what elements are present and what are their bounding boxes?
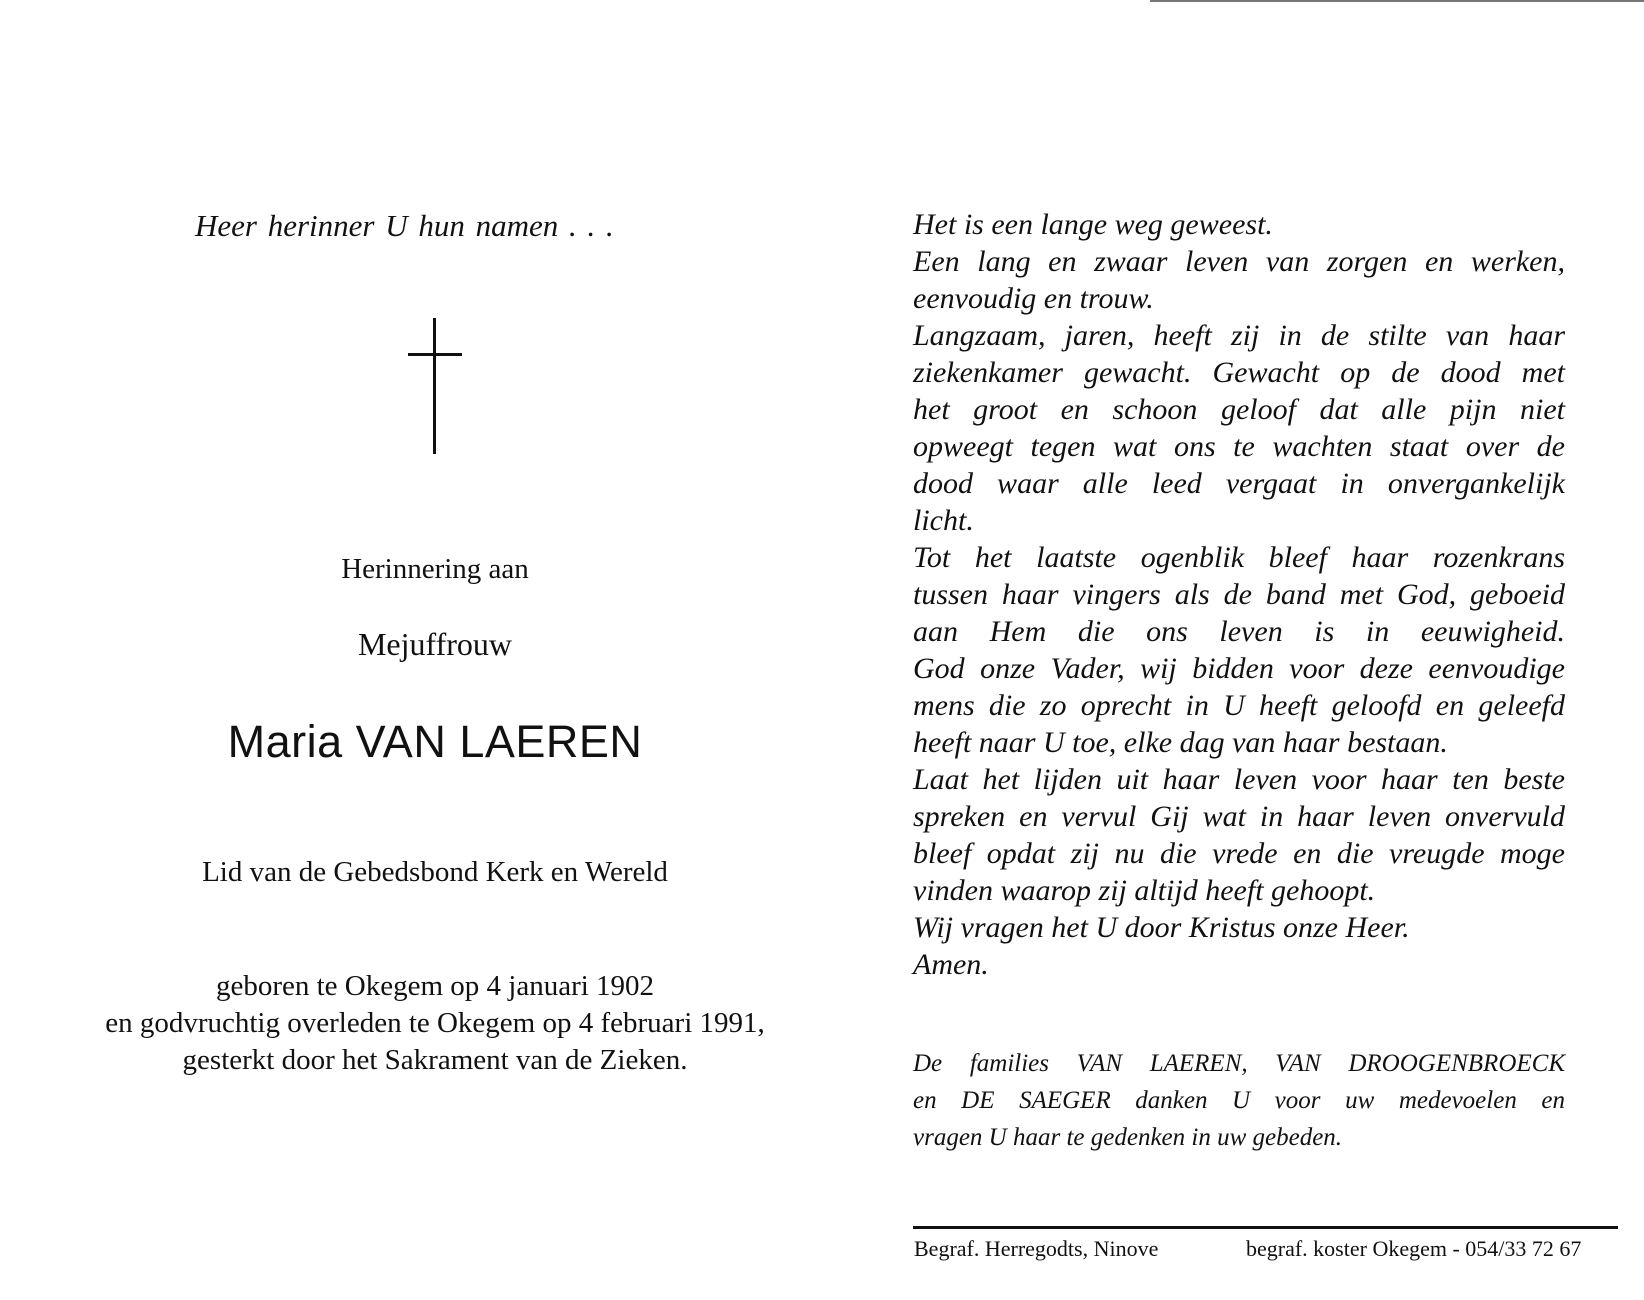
prayer-line: vinden waarop zij altijd heeft gehoopt. [913,874,1376,907]
remembrance-heading: Herinnering aan [341,553,529,585]
prayer-line: Het is een lange weg geweest. [913,208,1273,241]
prayer-line: Wij vragen het U door Kristus onze Heer. [913,911,1410,944]
sacrament-line: gesterkt door het Sakrament van de Zieken. [182,1044,688,1076]
prayer-text [913,206,1565,983]
prayer-line: heeft naar U toe, elke dag van haar bestaan. [913,726,1448,759]
prayer-line: licht. [913,504,974,537]
footer-rule [913,1226,1618,1229]
prayer-line: Een lang en zwaar leven van zorgen en werken, [913,245,1565,278]
prayer-line: Langzaam, jaren, heeft zij in de stilte van haar [913,319,1565,352]
life-dates [40,968,830,1079]
birth-line: geboren te Okegem op 4 januari 1902 [215,970,655,1002]
membership-line: Lid van de Gebedsbond Kerk en Wereld [202,856,668,888]
prayer-line: ziekenkamer gewacht. Gewacht op de dood met [913,356,1565,389]
cross-horizontal-bar [408,353,462,356]
prayer-line: tussen haar vingers als de band met God, geboeid [913,578,1565,611]
prayer-line: Laat het lijden uit haar leven voor haar ten beste [913,763,1565,796]
death-line: en godvruchtig overleden te Okegem op 4 februari 1991, [105,1007,765,1039]
prayer-line: opweegt tegen wat ons te wachten staat over de [913,430,1565,463]
prayer-line: mens die zo oprecht in U heeft geloofd en geleefd [913,689,1565,722]
motto: Heer herinner U hun namen . . . [195,208,614,243]
prayer-line: dood waar alle leed vergaat in onvergankelijk [913,467,1565,500]
family-thanks [913,1045,1565,1156]
thanks-line: vragen U haar te gedenken in uw gebeden. [913,1124,1343,1151]
thanks-line: en DE SAEGER danken U voor uw medevoelen en [913,1087,1565,1114]
prayer-line: aan Hem die ons leven is in eeuwigheid. [913,615,1565,648]
honorific-title: Mejuffrouw [357,626,513,662]
prayer-line: bleef opdat zij nu die vrede en die vreugde moge [913,837,1565,870]
undertaker-credit: Begraf. Herregodts, Ninove [914,1236,1159,1261]
prayer-line: Amen. [913,948,989,981]
top-edge-rule [1150,0,1644,2]
sexton-contact: begraf. koster Okegem - 054/33 72 67 [1246,1236,1582,1261]
thanks-line: De families VAN LAEREN, VAN DROOGENBROECK [913,1050,1565,1077]
prayer-line: Tot het laatste ogenblik bleef haar rozenkrans [913,541,1565,574]
deceased-name: Maria VAN LAEREN [227,716,643,767]
prayer-line: het groot en schoon geloof dat alle pijn niet [913,393,1565,426]
prayer-line: God onze Vader, wij bidden voor deze eenvoudige [913,652,1565,685]
latin-cross-icon [408,318,462,454]
cross-vertical-bar [433,318,436,454]
prayer-line: eenvoudig en trouw. [913,282,1154,315]
left-panel [40,0,830,1300]
prayer-line: spreken en vervul Gij wat in haar leven onvervuld [913,800,1565,833]
